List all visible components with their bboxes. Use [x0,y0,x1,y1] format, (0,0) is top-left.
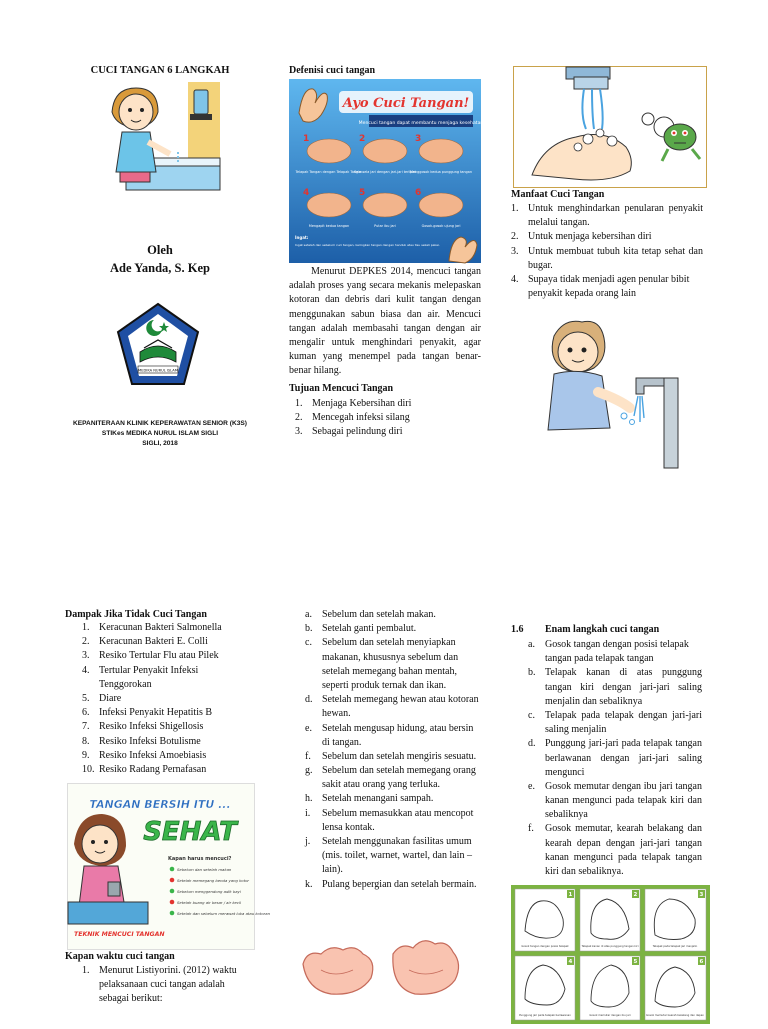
steps-heading: Enam langkah cuci tangan [545,624,660,635]
list-item: c. Telapak pada telapak dengan jari-jari saling menjalin [528,709,702,736]
handwashing-steps-poster [289,79,484,263]
list-item: 10. Resiko Radang Pernafasan [82,763,207,775]
poster2-big-word: SEHAT [143,817,237,847]
list-item: 2. Mencegah infeksi silang [295,412,410,424]
poster2-footer: TEKNIK MENCUCI TANGAN [74,931,165,938]
manfaat-list [511,202,703,301]
poster-step-3-label: Menggosok kedua punggung tangan [409,170,473,174]
affiliation [60,419,260,450]
list-item: i. Sebelum memasukkan atau mencopot lensa kontak. [305,807,474,833]
poster-step-2-label: Sela-sela jari dengan jari-jari terlipat [354,170,416,174]
list-item: 1. Untuk menghindarkan penularan penyakit melalui tangan. [511,203,703,229]
poster-title: Ayo Cuci Tangan! [342,96,470,111]
list-item: 3. Sebagai pelindung diri [295,426,403,438]
poster2-list-item: Setelah buang air besar / air kecil [177,900,242,905]
poster-step-5-label: Putar ibu jari [374,224,396,228]
list-item: f. Gosok memutar, kearah belakang dan kearah depan dengan jari-jari tangan kanan mengunci pada telapak tangan kiri dan sebaliknya. [528,823,702,877]
list-item: 1. Menjaga Kebersihan diri [295,398,412,409]
list-item: 2. Untuk menjaga kebersihan diri [511,231,652,243]
poster2-list-item: Sebelum dan setelah makan [177,867,232,872]
boy-washing-illustration [524,318,690,468]
dampak-list [82,621,254,777]
poster-step-1-label: Telapak Tangan dengan Telapak Tangan [295,170,363,174]
list-item: 4. Supaya tidak menjadi agen penular bibit penyakit kepada orang lain [511,273,690,300]
girl-washing-illustration [92,82,220,190]
six-steps-photo-grid [511,885,710,1024]
tujuan-heading: Tujuan Mencuci Tangan [289,383,394,394]
list-item: 2. Keracunan Bakteri E. Colli [82,636,208,648]
step-caption: Gosok memutar kearah belakang dan depan [646,1014,704,1017]
svg-text:4: 4 [303,188,310,198]
list-item: 5. Diare [82,692,122,704]
step-number: 5 [633,959,638,965]
list-item: a. Sebelum dan setelah makan. [305,609,436,620]
poster2-title: TANGAN BERSIH ITU ... [89,798,231,811]
list-item: d. Punggung jari-jari pada telapak tangan berlawanan dengan jari-jari saling mengunci [528,738,702,778]
poster-step-6-label: Gosok-gosok ujung jari [421,224,461,228]
list-item: e. Gosok memutar dengan ibu jari tangan kanan mengunci pada telapak kiri dan sebaliknya [528,780,702,821]
title: CUCI TANGAN 6 LANGKAH [90,65,230,76]
svg-text:6: 6 [415,188,422,198]
institution-logo [114,300,202,390]
step-number: 6 [699,959,704,965]
tujuan-list [295,397,481,440]
steps-heading-number: 1.6 [511,624,524,635]
open-hands-illustration [297,930,467,1000]
svg-text:5: 5 [359,188,366,198]
list-item: e. Setelah mengusap hidung, atau bersin di tangan. [305,722,474,748]
poster2-list-title: Kapan harus mencuci? [168,856,232,862]
poster-note: Ingat setelah dan sebelum cuci tangan, keringkan tangan dengan handuk atau tisu sekali pakai. [295,243,440,247]
list-item: h. Setelah menangani sampah. [305,793,434,805]
list-item: f. Sebelum dan setelah mengiris sesuatu. [305,750,477,762]
list-item: 4. Tertular Penyakit Infeksi Tenggorokan [82,664,199,690]
poster2-list-item: Setelah memegang benda yang kotor [177,878,249,883]
list-item: j. Setelah menggunakan fasilitas umum (mis. toilet, warnet, wartel, dan lain – lain). [305,836,472,876]
step-caption: Punggung jari pada telapak berlawanan [519,1014,571,1017]
list-item: 1. Menurut Listiyorini. (2012) waktu pelaksanaan cuci tangan adalah sebagai berikut: [82,965,237,1005]
step-number: 2 [633,892,638,898]
kapan-list [82,964,254,1007]
list-item: b. Setelah ganti pembalut. [305,623,417,635]
author-name: Ade Yanda, S. Kep [110,261,210,275]
list-item: 6. Infeksi Penyakit Hepatitis B [82,707,213,719]
list-item: g. Sebelum dan setelah memegang orang sakit atau orang yang terluka. [305,765,476,791]
step-caption: Telapak pada telapak jari menjalin [652,945,698,948]
definition-heading: Defenisi cuci tangan [289,65,376,76]
oleh-label: Oleh [147,243,173,257]
clean-hands-healthy-poster [67,783,270,950]
step-number: 3 [699,892,704,898]
poster2-list-item: Sebelum menggendong adik bayi [177,889,241,894]
step-caption: Gosok tangan dengan posisi telapak [521,945,569,948]
list-item: 7. Resiko Infeksi Shigellosis [82,721,204,733]
affiliation-line-1: KEPANITERAAN KLINIK KEPERAWATAN SENIOR (K3S) [72,420,247,427]
list-item: 3. Resiko Tertular Flu atau Pilek [82,650,219,662]
list-item: 1. Keracunan Bakteri Salmonella [82,622,222,633]
list-item: k. Pulang bepergian dan setelah bermain. [305,878,477,890]
poster-note-title: Ingat: [295,235,309,240]
six-steps-list [528,638,702,879]
list-item: 8. Resiko Infeksi Botulisme [82,735,201,747]
step-number: 1 [568,892,573,898]
svg-text:1: 1 [303,134,310,144]
list-item: d. Setelah memegang hewan atau kotoran hewan. [305,694,479,720]
waktu-list [305,608,481,892]
manfaat-heading: Manfaat Cuci Tangan [511,189,605,200]
svg-text:2: 2 [359,134,366,144]
logo-ribbon-text: MEDIKA NURUL ISLAM [138,368,178,373]
poster-subtitle: Mencuci tangan dapat membantu menjaga kesehatan [358,121,484,126]
svg-text:3: 3 [415,134,422,144]
list-item: a. Gosok tangan dengan posisi telapak tangan pada telapak tangan [528,639,689,665]
poster2-list-item: Setelah dan sebelum merawat luka atau kotoran [177,911,270,916]
affiliation-line-3: SIGLI, 2018 [142,440,178,448]
list-item: b. Telapak kanan di atas punggung tangan kiri dengan jari-jari saling menjalin dan sebaliknya [528,667,702,707]
step-caption: Gosok memutar dengan ibu jari [589,1014,631,1017]
poster-step-4-label: Mengapit kedua tangan [308,224,350,228]
list-item: c. Sebelum dan setelah menyiapkan makanan, khususnya sebelum dan setelah memegang bahan mentah, seperti produk ternak dan ikan. [305,637,459,691]
dampak-heading: Dampak Jika Tidak Cuci Tangan [65,609,207,620]
step-number: 4 [568,959,573,965]
step-caption: Telapak kanan di atas punggung tangan kiri [581,945,639,948]
kapan-heading: Kapan waktu cuci tangan [65,951,175,962]
affiliation-line-2: STIKes MEDIKA NURUL ISLAM SIGLI [101,430,219,438]
definition-paragraph: Menurut DEPKES 2014, mencuci tangan adalah proses yang secara mekanis melepaskan kotoran dan debris dari kulit tangan dengan menggunakan sabun biasa dan air. Mencuci tangan adalah membasahi tangan dengan air mengalir untuk menghindari penyakit, agar kuman yang menempel pada tangan benar-benar hilang. [289,266,481,377]
list-item: 9. Resiko Infeksi Amoebiasis [82,749,207,761]
list-item: 3. Untuk membuat tubuh kita tetap sehat dan bugar. [511,245,703,271]
hands-faucet-germ-illustration [513,66,707,188]
